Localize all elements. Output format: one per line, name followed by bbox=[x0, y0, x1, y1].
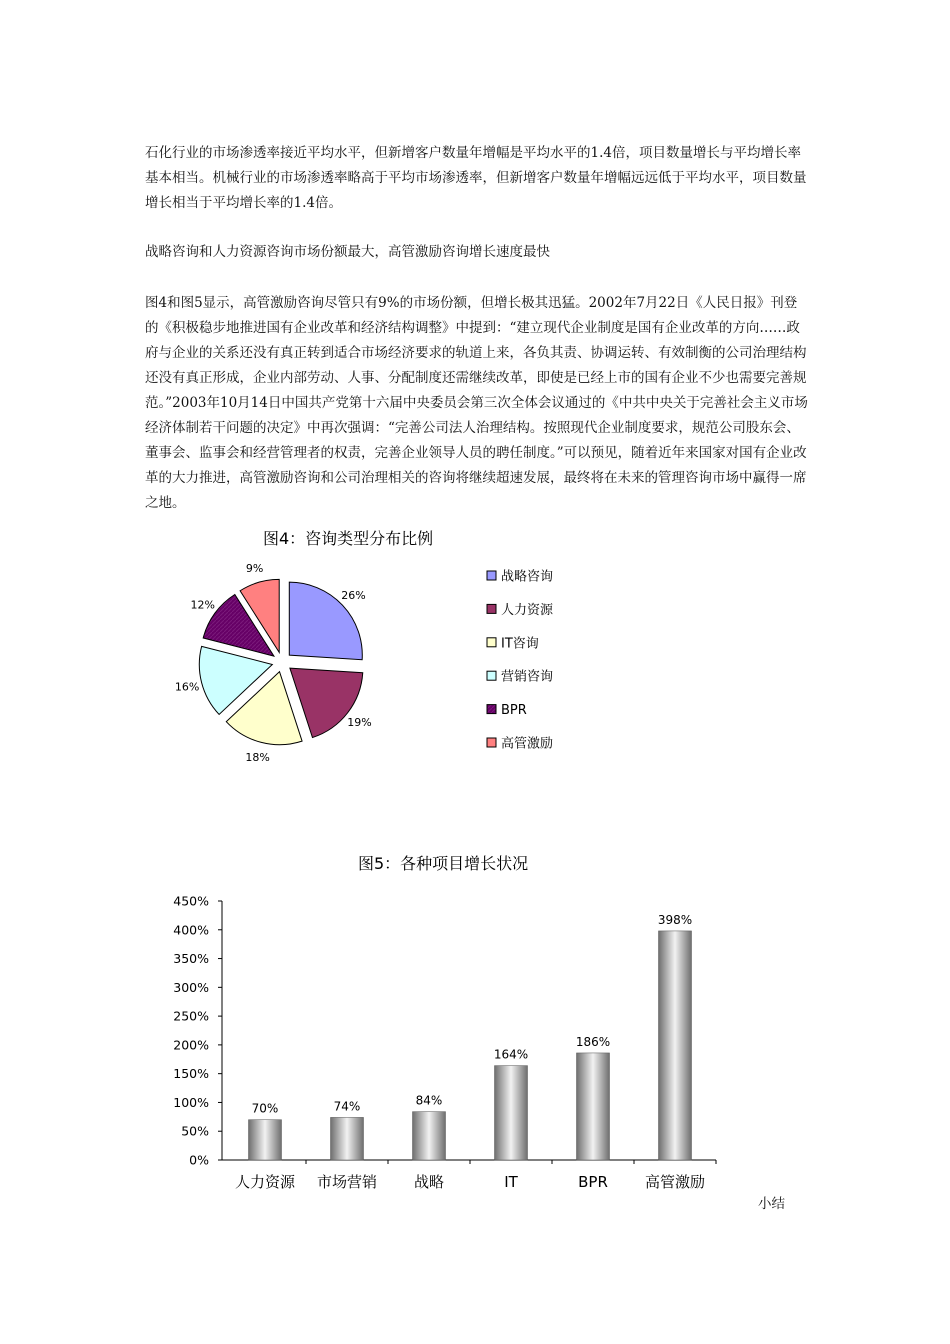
footer-text: 小结 bbox=[758, 1196, 785, 1212]
bar-value-label-2: 74% bbox=[333, 1099, 361, 1114]
y-tick-label-9: 450% bbox=[173, 893, 209, 909]
pie-label-3: 18% bbox=[245, 750, 270, 764]
x-category-label-5: BPR bbox=[578, 1173, 608, 1191]
x-category-label-4: IT bbox=[504, 1173, 518, 1191]
bar-value-label-5: 186% bbox=[575, 1034, 611, 1049]
analysis-paragraph: 图4和图5显示，高管激励咨询尽管只有9%的市场份额，但增长极其迅猛。2002年7月22日《人民日报》刊登的《积极稳步地推进国有企业改革和经济结构调整》中提到：“建立现代企业制度是国有企业改革的方向……政府与企业的关系还没有真正转到适合市场经济要求的轨道上来，各负其责、协调运转、有效制衡的公司治理结构还没有真正形成，企业内部劳动、人事、分配制度还需继续改革，即使是已经上市的国有企业不少也需要完善规范。”2003年10月14日中国共产党第十六届中央委员会第三次全体会议通过的《中共中央关于完善社会主义市场经济体制若干问题的决定》中再次强调：“完善公司法人治理结构。按照现代企业制度要求，规范公司股东会、董事会、监事会和经营管理者的权责，完善企业领导人员的聘任制度。”可以预见，随着近年来国家对国有企业改革的大力推进，高管激励咨询和公司治理相关的咨询将继续超速发展，最终将在未来的管理咨询市场中赢得一席之地。 bbox=[145, 295, 808, 511]
y-tick-label-2: 100% bbox=[173, 1094, 209, 1110]
bar-value-label-6: 398% bbox=[657, 912, 693, 927]
y-tick-label-8: 400% bbox=[173, 922, 209, 938]
bar-1 bbox=[249, 1120, 282, 1160]
legend-label-3: IT咨询 bbox=[501, 636, 539, 652]
bar-value-label-3: 84% bbox=[415, 1093, 443, 1108]
y-tick-label-6: 300% bbox=[173, 979, 209, 995]
legend-label-4: 营销咨询 bbox=[501, 669, 554, 685]
legend-label-6: 高管激励 bbox=[501, 736, 554, 752]
legend-label-1: 战略咨询 bbox=[501, 569, 554, 585]
legend-label-5: BPR bbox=[501, 703, 527, 719]
intro-paragraph: 石化行业的市场渗透率接近平均水平，但新增客户数量年增幅是平均水平的1.4倍，项目数量增长与平均增长率基本相当。机械行业的市场渗透率略高于平均市场渗透率，但新增客户数量年增幅远远低于平均水平，项目数量增长相当于平均增长率的1.4倍。 bbox=[145, 145, 807, 211]
bar-chart-title: 图5：各种项目增长状况 bbox=[358, 854, 529, 873]
x-category-label-2: 市场营销 bbox=[316, 1173, 378, 1191]
y-tick-label-0: 0% bbox=[189, 1152, 209, 1168]
section-heading: 战略咨询和人力资源咨询市场份额最大，高管激励咨询增长速度最快 bbox=[145, 244, 550, 260]
bar-3 bbox=[413, 1112, 446, 1160]
legend-label-2: 人力资源 bbox=[501, 602, 554, 618]
bar-2 bbox=[331, 1117, 364, 1160]
y-tick-label-7: 350% bbox=[173, 951, 209, 967]
bar-5 bbox=[577, 1053, 610, 1160]
x-category-label-6: 高管激励 bbox=[644, 1173, 706, 1191]
pie-label-1: 26% bbox=[341, 588, 366, 602]
pie-label-2: 19% bbox=[347, 716, 372, 730]
bar-4 bbox=[495, 1066, 528, 1160]
bar-value-label-1: 70% bbox=[251, 1101, 279, 1116]
bar-value-label-4: 164% bbox=[493, 1047, 529, 1062]
pie-label-4: 16% bbox=[174, 680, 200, 694]
y-tick-label-3: 150% bbox=[173, 1066, 209, 1082]
pie-label-6: 9% bbox=[245, 561, 264, 575]
y-tick-label-4: 200% bbox=[173, 1037, 209, 1053]
x-category-label-3: 战略 bbox=[413, 1173, 445, 1191]
pie-chart-title: 图4：咨询类型分布比例 bbox=[263, 529, 434, 548]
bar-6 bbox=[659, 931, 692, 1160]
y-tick-label-5: 250% bbox=[173, 1008, 209, 1024]
y-tick-label-1: 50% bbox=[181, 1123, 209, 1139]
x-category-label-1: 人力资源 bbox=[234, 1173, 296, 1191]
pie-label-5: 12% bbox=[190, 598, 215, 612]
